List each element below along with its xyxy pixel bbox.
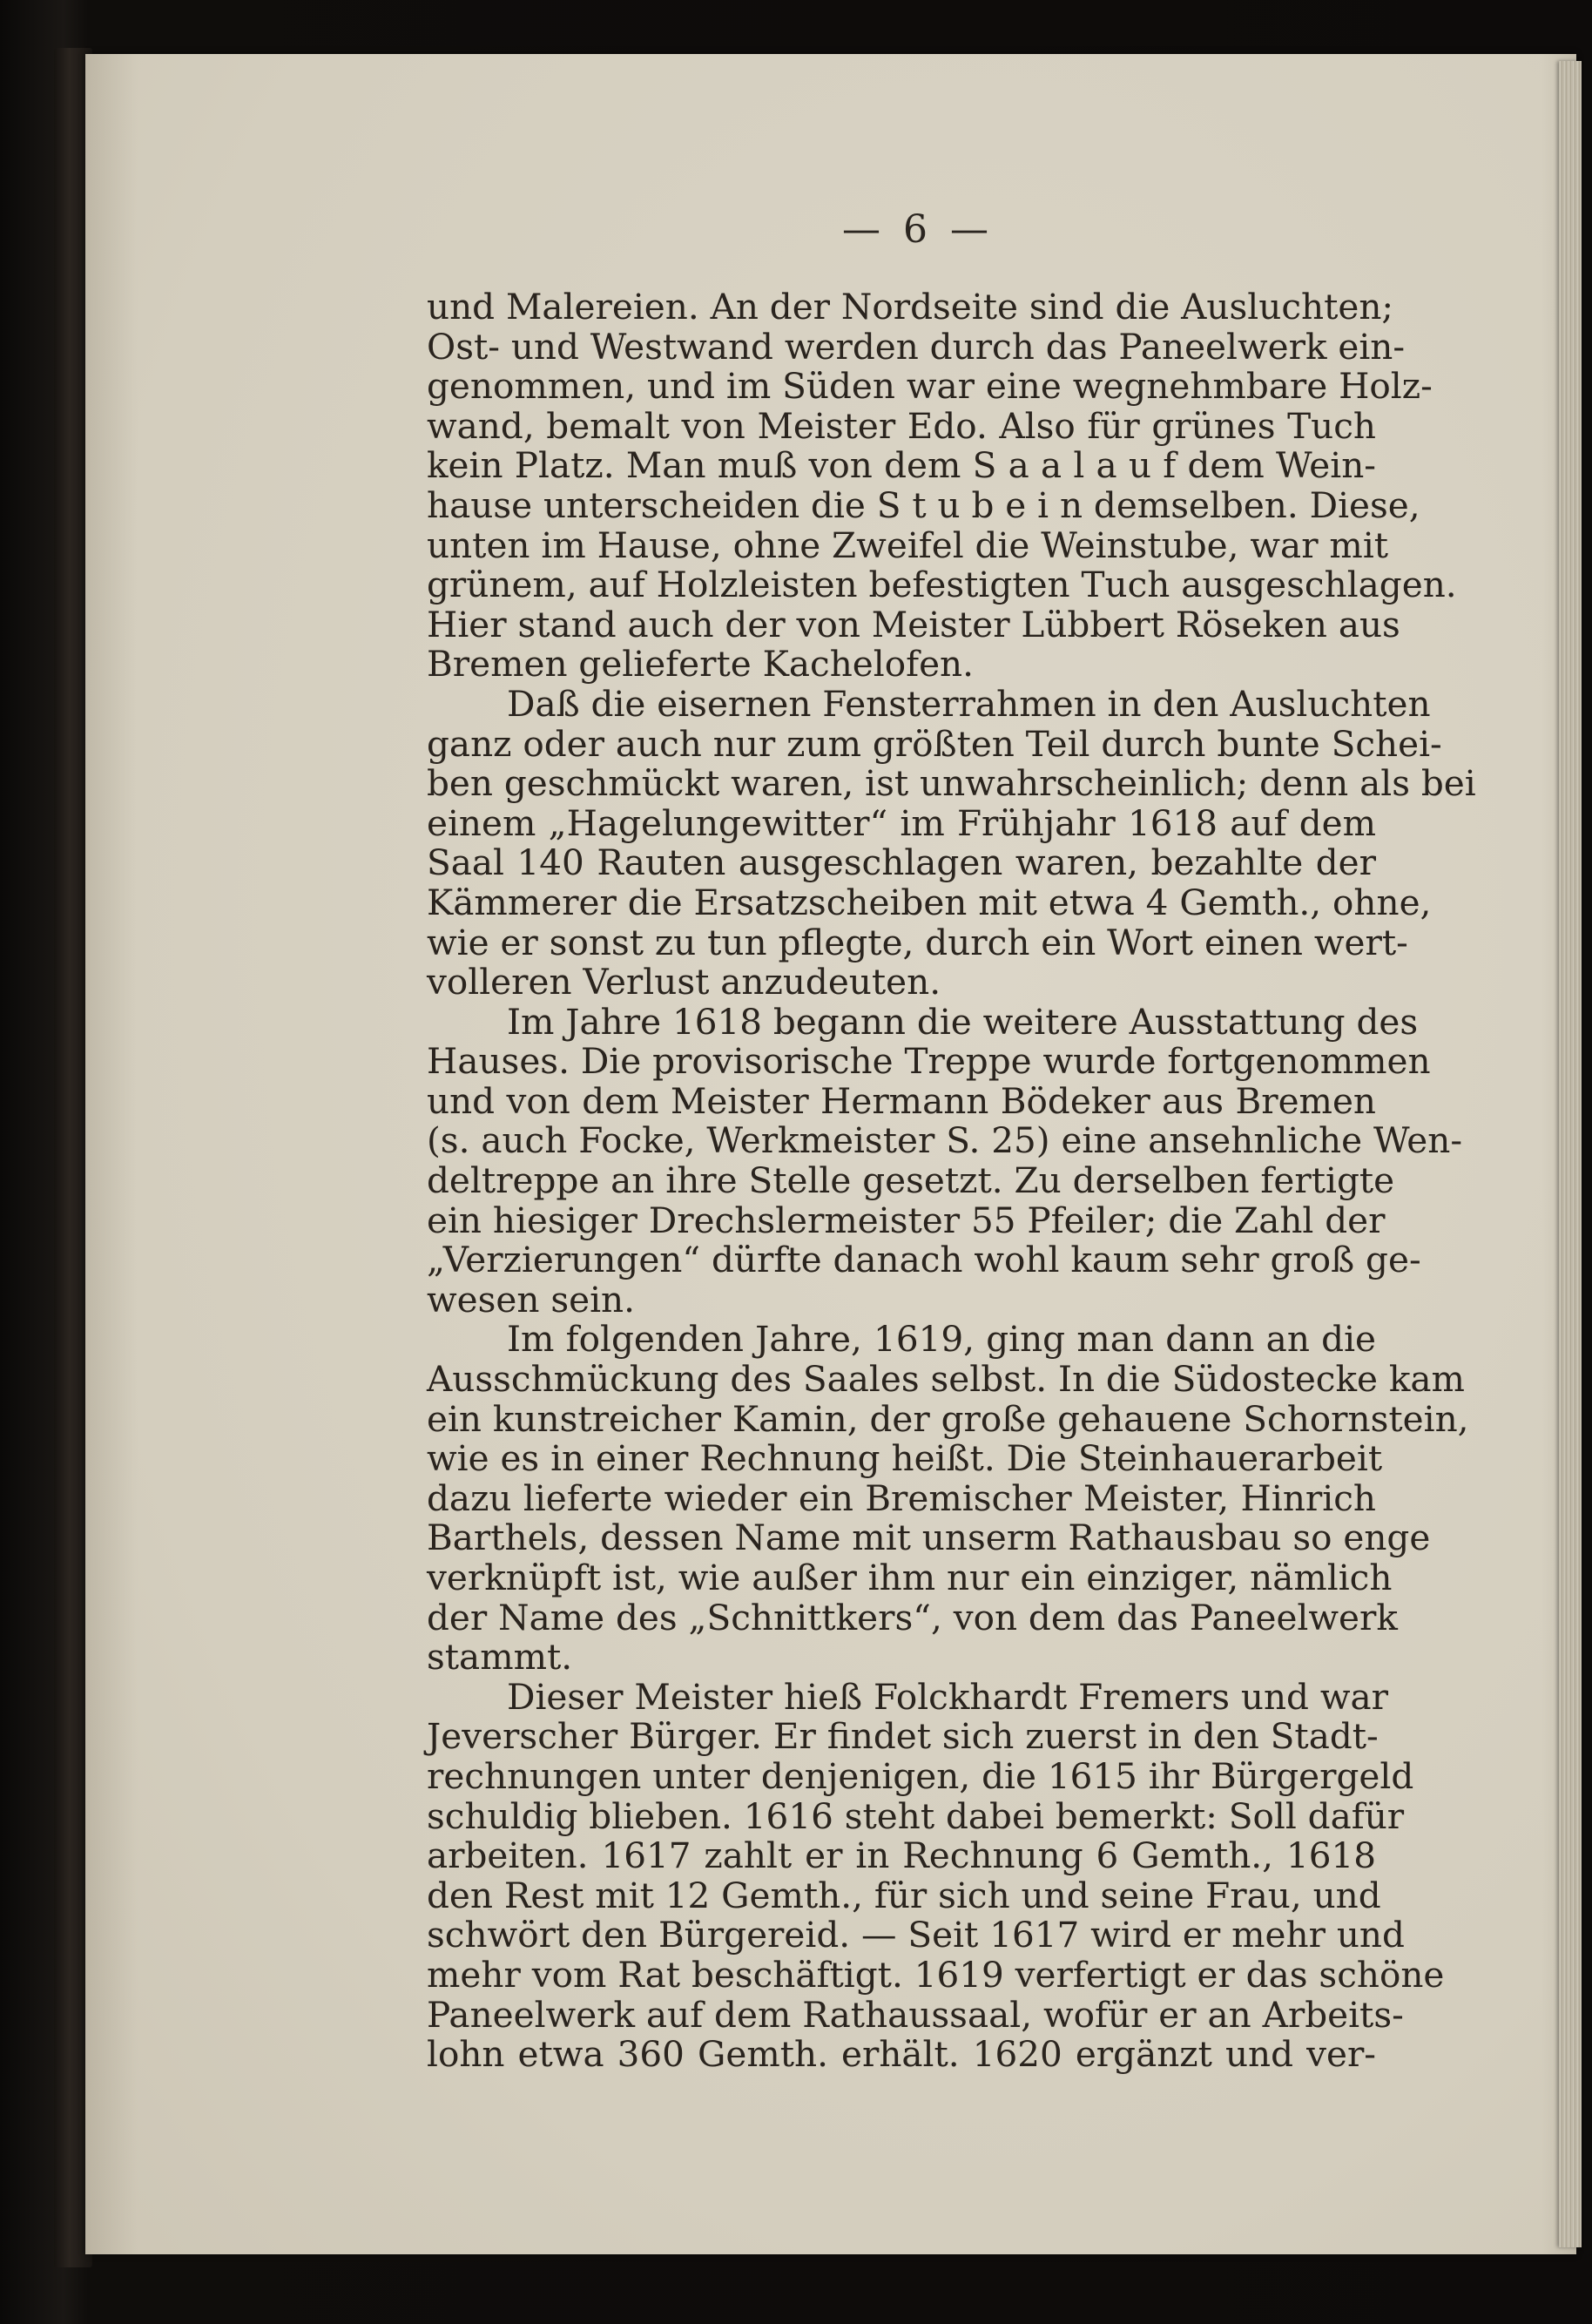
text-line: ein kunstreicher Kamin, der große gehauene Schornstein,	[427, 1397, 1469, 1440]
text-line: stammt.	[427, 1636, 573, 1679]
text-line: unten im Hause, ohne Zweifel die Weinstube, war mit	[427, 524, 1389, 566]
text-line: wie es in einer Rechnung heißt. Die Steinhauerarbeit	[427, 1437, 1383, 1480]
text-line: Daß die eisernen Fensterrahmen in den Ausluchten	[507, 682, 1431, 725]
text-line: Jeverscher Bürger. Er findet sich zuerst in den Stadt-	[427, 1715, 1379, 1758]
page-stack-edge	[1559, 61, 1582, 2247]
page-number: — 6 —	[842, 207, 994, 252]
text-line: Ausschmückung des Saales selbst. In die Südostecke kam	[427, 1358, 1465, 1401]
text-line: Hauses. Die provisorische Treppe wurde fortgenommen	[427, 1040, 1431, 1083]
text-line: einem „Hagelungewitter“ im Frühjahr 1618 auf dem	[427, 801, 1376, 844]
text-line: Barthels, dessen Name mit unserm Rathausbau so enge	[427, 1517, 1431, 1559]
text-line: Saal 140 Rauten ausgeschlagen waren, bezahlte der	[427, 841, 1376, 884]
text-line: ben geschmückt waren, ist unwahrscheinlich; denn als bei	[427, 762, 1476, 805]
text-line: Im folgenden Jahre, 1619, ging man dann an die	[507, 1318, 1376, 1361]
text-line: genommen, und im Süden war eine wegnehmbare Holz-	[427, 365, 1433, 408]
text-line: Hier stand auch der von Meister Lübbert Röseken aus	[427, 603, 1400, 645]
paragraph-4	[427, 1318, 1469, 1679]
text-line: der Name des „Schnittkers“, von dem das Paneelwerk	[427, 1596, 1398, 1638]
paragraph-3	[427, 1000, 1463, 1321]
text-line: schwört den Bürgereid. — Seit 1617 wird er mehr und	[427, 1914, 1405, 1956]
text-line: wand, bemalt von Meister Edo. Also für grünes Tuch	[427, 404, 1376, 447]
paragraph-5	[427, 1675, 1445, 2076]
text-line: rechnungen unter denjenigen, die 1615 ihr Bürgergeld	[427, 1754, 1414, 1797]
text-line: dazu lieferte wieder ein Bremischer Meister, Hinrich	[427, 1476, 1376, 1519]
text-line: verknüpft ist, wie außer ihm nur ein einziger, nämlich	[427, 1557, 1393, 1598]
paragraph-1	[427, 286, 1457, 686]
text-line: „Verzierungen“ dürfte danach wohl kaum sehr groß ge-	[427, 1239, 1421, 1281]
text-line: (s. auch Focke, Werkmeister S. 25) eine ansehnliche Wen-	[427, 1119, 1463, 1162]
text-line: Kämmerer die Ersatzscheiben mit etwa 4 Gemth., ohne,	[427, 881, 1432, 923]
text-line: kein Platz. Man muß von dem S a a l a u f dem Wein-	[427, 444, 1376, 487]
text-line: wie er sonst zu tun pflegte, durch ein Wort einen wert-	[427, 921, 1408, 963]
text-line: wesen sein.	[427, 1278, 636, 1321]
text-line: lohn etwa 360 Gemth. erhält. 1620 ergänzt und ver-	[427, 2033, 1376, 2076]
text-line: ein hiesiger Drechslermeister 55 Pfeiler; die Zahl der	[427, 1199, 1386, 1241]
text-line: Dieser Meister hieß Folckhardt Fremers und war	[507, 1675, 1389, 1718]
text-line: grünem, auf Holzleisten befestigten Tuch ausgeschlagen.	[427, 564, 1457, 606]
text-line: volleren Verlust anzudeuten.	[427, 961, 941, 1003]
text-line: deltreppe an ihre Stelle gesetzt. Zu derselben fertigte	[427, 1159, 1395, 1202]
text-line: hause unterscheiden die S t u b e i n demselben. Diese,	[427, 483, 1420, 526]
text-line: und von dem Meister Hermann Bödeker aus Bremen	[427, 1079, 1376, 1122]
text-line: arbeiten. 1617 zahlt er in Rechnung 6 Gemth., 1618	[427, 1834, 1376, 1877]
text-line: Im Jahre 1618 begann die weitere Ausstattung des	[507, 1000, 1419, 1043]
paragraph-2	[427, 682, 1476, 1003]
text-line: und Malereien. An der Nordseite sind die Ausluchten;	[427, 286, 1394, 328]
text-line: ganz oder auch nur zum größten Teil durch bunte Schei-	[427, 722, 1442, 765]
text-line: Bremen gelieferte Kachelofen.	[427, 643, 975, 686]
text-line: Paneelwerk auf dem Rathaussaal, wofür er an Arbeits-	[427, 1993, 1404, 2036]
body-text	[427, 286, 1476, 2076]
text-line: mehr vom Rat beschäftigt. 1619 verfertigt er das schöne	[427, 1953, 1445, 1996]
text-line: den Rest mit 12 Gemth., für sich und seine Frau, und	[427, 1874, 1381, 1916]
text-line: schuldig blieben. 1616 steht dabei bemerkt: Soll dafür	[427, 1794, 1405, 1837]
text-line: Ost- und Westwand werden durch das Paneelwerk ein-	[427, 325, 1406, 368]
